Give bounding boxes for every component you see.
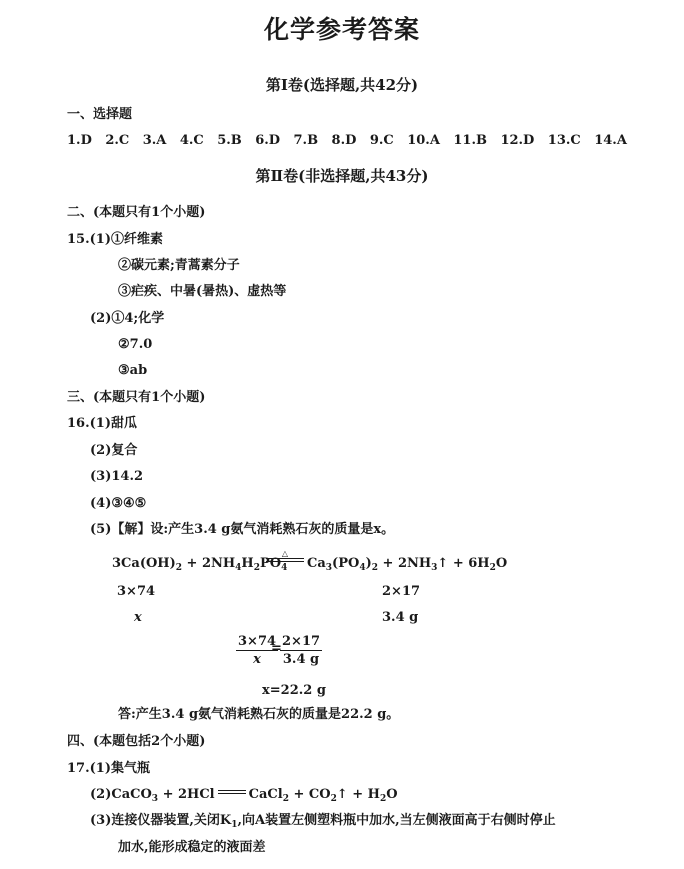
section1-heading: 一、选择题 bbox=[67, 107, 133, 122]
part1-heading: 第Ⅰ卷(选择题,共42分) bbox=[265, 76, 419, 94]
proportion-right: $\frac{2\times 17}{3.4 g}$ bbox=[282, 634, 321, 667]
choice-answer: 13.C bbox=[547, 133, 581, 148]
proportion-left: $\frac{3\times 74}{x}$ bbox=[238, 634, 277, 667]
calculation-result: x=22.2 g bbox=[262, 683, 326, 698]
unknown-mass: x bbox=[134, 610, 142, 625]
reaction-equals-sign bbox=[218, 790, 246, 794]
choice-answer: 4.C bbox=[179, 133, 204, 148]
proportion-equals: = bbox=[271, 641, 282, 656]
heating-condition bbox=[266, 549, 304, 562]
section4-heading: 四、(本题包括2个小题) bbox=[67, 734, 206, 749]
q17-line: 17.(1)集气瓶 bbox=[67, 761, 150, 776]
choice-answer: 7.B bbox=[293, 133, 319, 148]
choice-answer: 8.D bbox=[331, 133, 357, 148]
choice-answer: 14.A bbox=[594, 133, 627, 148]
known-mass: 3.4 g bbox=[382, 610, 419, 625]
q16-line: 16.(1)甜瓜 bbox=[67, 416, 137, 431]
chemical-equation-left: $3Ca(OH)_2 + 2NH_4H_2PO_4$ bbox=[112, 556, 288, 573]
q16-line: (2)复合 bbox=[90, 443, 138, 458]
q15-line: ③疟疾、中暑(暑热)、虚热等 bbox=[118, 284, 287, 299]
choice-answer: 10.A bbox=[407, 133, 440, 148]
section3-heading: 三、(本题只有1个小题) bbox=[67, 390, 206, 405]
choice-answer: 6.D bbox=[255, 133, 281, 148]
choice-answer: 5.B bbox=[217, 133, 242, 148]
q17-equation: (2)CaCO$_3$ + 2HCl CaCl$_2$ + $CO_2↑ + H_2O$ bbox=[90, 787, 398, 804]
q17-line: 加水,能形成稳定的液面差 bbox=[118, 840, 266, 855]
choice-answer: 9.C bbox=[369, 133, 394, 148]
chemical-equation-right: $Ca_3(PO_4)_2$ + $2NH_3↑ + 6H_2O$ bbox=[307, 556, 508, 573]
q15-line: (2)①4;化学 bbox=[90, 311, 165, 326]
q15-line: ②碳元素;青蒿素分子 bbox=[118, 258, 240, 273]
q15-line: ②7.0 bbox=[118, 337, 153, 352]
q17-line: (3)连接仪器装置,关闭$K_1$,向A装置左侧塑料瓶中加水,当左侧液面高于右侧时停止 bbox=[90, 813, 556, 830]
choice-answer: 2.C bbox=[105, 133, 130, 148]
q16-line: (4)③④⑤ bbox=[90, 496, 147, 511]
heat-triangle-icon: △ bbox=[281, 549, 289, 558]
choice-answers-row bbox=[67, 133, 627, 148]
molar-mass-left: 3×74 bbox=[117, 584, 156, 599]
q16-final-answer: 答:产生3.4 g氨气消耗熟石灰的质量是22.2 g。 bbox=[118, 707, 400, 722]
choice-answer: 3.A bbox=[142, 133, 167, 148]
part2-heading: 第Ⅱ卷(非选择题,共43分) bbox=[255, 167, 429, 185]
section2-heading: 二、(本题只有1个小题) bbox=[67, 205, 206, 220]
q16-solution-intro: (5)【解】设:产生3.4 g氨气消耗熟石灰的质量是x。 bbox=[90, 522, 395, 537]
choice-answer: 12.D bbox=[500, 133, 535, 148]
page-title: 化学参考答案 bbox=[263, 15, 420, 44]
q15-line: ③ab bbox=[118, 363, 148, 378]
reaction-equals-sign bbox=[266, 558, 304, 562]
choice-answer: 1.D bbox=[67, 133, 92, 148]
choice-answer: 11.B bbox=[453, 133, 487, 148]
molar-mass-right: 2×17 bbox=[382, 584, 421, 599]
q16-line: (3)14.2 bbox=[90, 469, 144, 484]
q15-line: 15.(1)①纤维素 bbox=[67, 232, 163, 247]
